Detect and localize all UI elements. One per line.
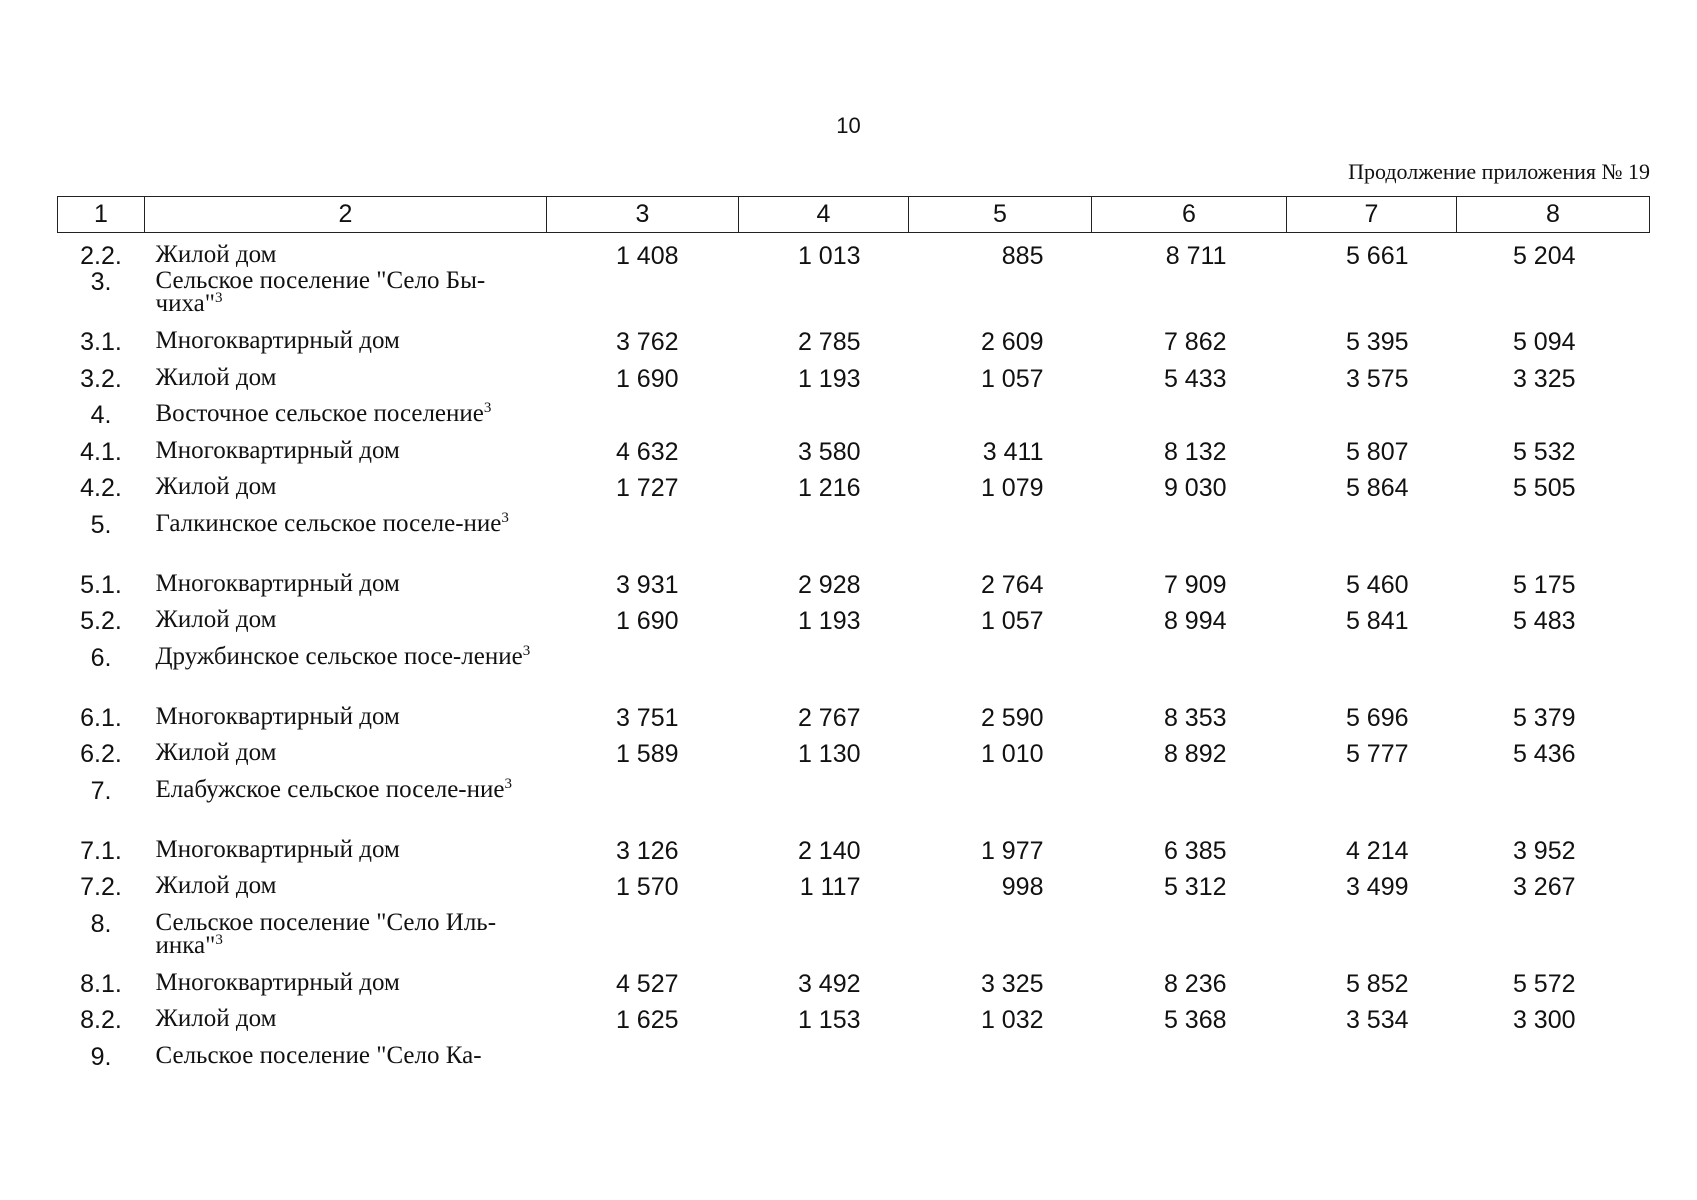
value-col-5	[909, 512, 1092, 572]
value-col-4: 2 928	[797, 570, 861, 599]
value-col-3: 1 408	[615, 242, 679, 270]
value-col-3	[547, 402, 739, 439]
value-col-6	[1092, 1044, 1287, 1081]
column-header-5: 5	[909, 197, 1092, 233]
table-row	[58, 645, 1650, 705]
row-name-cell	[145, 775, 547, 838]
value-col-3: 1 625	[615, 1006, 679, 1034]
value-col-4	[739, 1044, 909, 1081]
value-col-7: 5 807	[1345, 437, 1409, 466]
value-col-4: 1 153	[797, 1006, 861, 1034]
value-col-7: 5 841	[1345, 607, 1409, 635]
row-name: Жилой дом	[155, 739, 277, 766]
row-number: 6.1.	[80, 703, 122, 732]
value-col-3: 1 727	[615, 474, 679, 502]
row-name-cell	[145, 363, 547, 403]
row-number: 5.2.	[80, 607, 122, 635]
row-name: Сельское поселение "Село Иль-инка"	[155, 908, 497, 959]
row-name-cell	[145, 608, 547, 645]
table-row	[58, 512, 1650, 572]
value-col-6	[1092, 402, 1287, 439]
value-col-4: 2 785	[797, 328, 861, 356]
row-name: Жилой дом	[155, 872, 277, 899]
row-number: 4.	[90, 401, 112, 429]
value-col-6: 8 353	[1163, 703, 1227, 732]
value-col-8: 3 300	[1512, 1006, 1576, 1034]
table-header	[58, 197, 1650, 233]
row-name-cell	[145, 436, 547, 476]
value-col-8	[1457, 778, 1650, 838]
value-col-7: 5 864	[1345, 474, 1409, 502]
row-name: Многоквартирный дом	[155, 327, 400, 354]
table-row	[58, 705, 1650, 742]
row-name: Многоквартирный дом	[155, 702, 400, 730]
value-col-6: 9 030	[1163, 474, 1227, 502]
row-name-cell	[145, 269, 547, 329]
value-col-6	[1092, 911, 1287, 971]
row-name-cell	[145, 475, 547, 512]
value-col-6	[1092, 269, 1287, 329]
value-col-4	[739, 645, 909, 705]
value-col-4	[739, 402, 909, 439]
value-col-8: 5 175	[1512, 570, 1576, 599]
value-col-4	[739, 778, 909, 838]
table-row	[58, 874, 1650, 911]
value-col-8: 3 325	[1512, 364, 1576, 393]
value-col-6: 5 433	[1163, 364, 1227, 393]
row-name-cell	[145, 968, 547, 1008]
row-name-cell	[145, 509, 547, 572]
value-col-3	[547, 1044, 739, 1081]
column-header-7: 7	[1287, 197, 1457, 233]
row-name: Жилой дом	[155, 1005, 277, 1032]
header-row	[58, 197, 1650, 233]
column-header-6: 6	[1092, 197, 1287, 233]
row-number: 8.	[90, 909, 112, 938]
row-name-cell	[145, 1041, 547, 1081]
value-col-8: 3 952	[1512, 836, 1576, 865]
value-col-7: 5 661	[1345, 242, 1409, 270]
row-number: 7.	[90, 776, 112, 805]
row-number: 3.2.	[80, 364, 122, 393]
value-col-4: 3 492	[797, 969, 861, 998]
row-number: 6.	[90, 643, 112, 672]
row-name: Жилой дом	[155, 606, 277, 633]
column-header-1: 1	[58, 197, 145, 233]
value-col-3: 3 762	[615, 328, 679, 356]
value-col-3	[547, 269, 739, 329]
value-col-6: 8 236	[1163, 969, 1227, 998]
value-col-6: 8 132	[1163, 437, 1227, 466]
value-col-3: 3 751	[615, 703, 679, 732]
row-name-cell	[145, 874, 547, 911]
table-row	[58, 233, 1650, 270]
column-header-4: 4	[739, 197, 909, 233]
value-col-6	[1092, 778, 1287, 838]
table-row	[58, 911, 1650, 971]
value-col-6	[1092, 512, 1287, 572]
value-col-6: 6 385	[1163, 836, 1227, 865]
value-col-8: 3 267	[1512, 873, 1576, 901]
value-col-8	[1457, 269, 1650, 329]
row-name: Жилой дом	[155, 473, 277, 500]
value-col-3: 1 570	[615, 873, 679, 901]
value-col-5: 885	[1001, 242, 1044, 270]
footnote-marker: 3	[501, 509, 509, 526]
value-col-5	[909, 911, 1092, 971]
footnote-marker: 3	[215, 931, 223, 948]
value-col-8	[1457, 911, 1650, 971]
row-name-cell	[145, 835, 547, 875]
row-number: 2.2.	[80, 242, 122, 270]
value-col-5: 3 411	[982, 437, 1044, 466]
value-col-7	[1287, 778, 1457, 838]
table-row	[58, 572, 1650, 609]
value-col-6: 5 312	[1163, 873, 1227, 901]
row-name: Елабужское сельское поселе-ние	[155, 775, 505, 803]
row-name-cell	[145, 402, 547, 439]
value-col-7: 5 460	[1345, 570, 1409, 599]
row-number: 7.2.	[80, 873, 122, 901]
table-row	[58, 402, 1650, 439]
footnote-marker: 3	[504, 775, 512, 792]
value-col-5: 998	[1001, 873, 1044, 901]
row-number: 4.1.	[80, 437, 122, 466]
row-name-cell	[145, 908, 547, 971]
value-col-5: 1 032	[980, 1006, 1044, 1034]
value-col-5: 3 325	[980, 969, 1044, 998]
table-row	[58, 475, 1650, 512]
value-col-8: 5 572	[1512, 969, 1576, 998]
value-col-7: 5 777	[1345, 740, 1409, 768]
value-col-7	[1287, 1044, 1457, 1081]
column-header-2: 2	[145, 197, 547, 233]
value-col-6: 7 862	[1163, 328, 1227, 356]
value-col-8	[1457, 402, 1650, 439]
row-name-cell	[145, 233, 547, 270]
value-col-5	[909, 1044, 1092, 1081]
table-row	[58, 778, 1650, 838]
value-col-4: 3 580	[797, 437, 861, 466]
value-col-5	[909, 778, 1092, 838]
value-col-8	[1457, 645, 1650, 705]
value-col-5: 2 609	[980, 328, 1044, 356]
row-number: 6.2.	[80, 740, 122, 768]
value-col-6: 7 909	[1163, 570, 1227, 599]
value-col-5	[909, 645, 1092, 705]
value-col-5: 1 057	[980, 607, 1044, 635]
row-name: Сельское поселение "Село Ка-	[155, 1041, 482, 1069]
value-col-4: 2 767	[797, 703, 861, 732]
row-number: 3.	[90, 268, 112, 296]
value-col-5: 1 079	[980, 474, 1044, 502]
value-col-8: 5 436	[1512, 740, 1576, 768]
value-col-8: 5 505	[1512, 474, 1576, 502]
table-row	[58, 608, 1650, 645]
page-number: 10	[836, 113, 861, 138]
value-col-8: 5 379	[1512, 703, 1576, 732]
table-body	[58, 233, 1650, 1081]
value-col-4: 1 193	[797, 607, 861, 635]
value-col-3	[547, 911, 739, 971]
value-col-7	[1287, 512, 1457, 572]
value-col-4	[739, 269, 909, 329]
value-col-3	[547, 645, 739, 705]
value-col-3: 1 690	[615, 607, 679, 635]
value-col-7: 5 696	[1345, 703, 1409, 732]
table-row	[58, 269, 1650, 329]
value-col-4	[739, 512, 909, 572]
table-row	[58, 838, 1650, 875]
row-name-cell	[145, 741, 547, 778]
row-name: Дружбинское сельское посе-ление	[155, 642, 523, 670]
value-col-3: 3 931	[615, 570, 679, 599]
row-name-cell	[145, 702, 547, 742]
value-col-5: 1 977	[980, 836, 1044, 865]
row-name: Многоквартирный дом	[155, 968, 400, 996]
value-col-4: 1 216	[797, 474, 861, 502]
value-col-3	[547, 778, 739, 838]
row-name: Многоквартирный дом	[155, 835, 400, 863]
row-number: 4.2.	[80, 474, 122, 502]
row-name: Многоквартирный дом	[155, 569, 400, 597]
table-row	[58, 1007, 1650, 1044]
value-col-7	[1287, 269, 1457, 329]
value-col-4: 1 117	[799, 873, 861, 901]
value-col-8: 5 204	[1512, 242, 1576, 270]
value-col-7: 3 499	[1345, 873, 1409, 901]
row-name: Жилой дом	[155, 363, 277, 391]
row-name-cell	[145, 329, 547, 366]
value-col-4: 1 193	[797, 364, 861, 393]
table-row	[58, 971, 1650, 1008]
value-col-6: 8 711	[1165, 242, 1227, 270]
value-col-7: 5 395	[1345, 328, 1409, 356]
value-col-7	[1287, 911, 1457, 971]
value-col-8: 5 483	[1512, 607, 1576, 635]
value-col-7: 4 214	[1345, 836, 1409, 865]
value-col-5: 1 010	[980, 740, 1044, 768]
column-header-8: 8	[1457, 197, 1650, 233]
value-col-3: 4 527	[615, 969, 679, 998]
row-name: Галкинское сельское поселе-ние	[155, 509, 502, 537]
row-name: Сельское поселение "Село Бы-чиха"	[155, 267, 486, 317]
footnote-marker: 3	[483, 400, 492, 416]
row-number: 7.1.	[80, 836, 122, 865]
value-col-3: 1 690	[615, 364, 679, 393]
value-col-5	[909, 402, 1092, 439]
value-col-6	[1092, 645, 1287, 705]
value-col-7: 3 534	[1345, 1006, 1409, 1034]
value-col-5: 1 057	[980, 364, 1044, 393]
value-col-7	[1287, 645, 1457, 705]
footnote-marker: 3	[214, 290, 223, 306]
table-row	[58, 1044, 1650, 1081]
table-row	[58, 439, 1650, 476]
row-number: 8.2.	[80, 1006, 122, 1034]
value-col-4: 1 130	[797, 740, 861, 768]
value-col-7: 5 852	[1345, 969, 1409, 998]
appendix-note: Продолжение приложения № 19	[1348, 159, 1650, 184]
value-col-6: 8 994	[1163, 607, 1227, 635]
value-col-3: 3 126	[615, 836, 679, 865]
value-col-7: 3 575	[1345, 364, 1409, 393]
row-name-cell	[145, 569, 547, 609]
row-number: 5.	[90, 510, 112, 539]
data-table	[57, 196, 1650, 1080]
value-col-4	[739, 911, 909, 971]
value-col-5: 2 764	[980, 570, 1044, 599]
value-col-8: 5 094	[1512, 328, 1576, 356]
value-col-8	[1457, 512, 1650, 572]
table-row	[58, 329, 1650, 366]
value-col-8: 5 532	[1512, 437, 1576, 466]
row-name: Жилой дом	[155, 241, 277, 268]
value-col-7	[1287, 402, 1457, 439]
row-number: 8.1.	[80, 969, 122, 998]
footnote-marker: 3	[522, 642, 531, 659]
table-row	[58, 366, 1650, 403]
value-col-3: 4 632	[615, 437, 679, 466]
table-row	[58, 741, 1650, 778]
row-number: 3.1.	[80, 328, 122, 356]
row-number: 9.	[90, 1042, 112, 1071]
value-col-3	[547, 512, 739, 572]
value-col-4: 2 140	[797, 836, 861, 865]
column-header-3: 3	[547, 197, 739, 233]
value-col-5	[909, 269, 1092, 329]
value-col-5: 2 590	[980, 703, 1044, 732]
value-col-6: 8 892	[1163, 740, 1227, 768]
row-name: Многоквартирный дом	[155, 436, 400, 464]
row-name: Восточное сельское поселение	[155, 400, 484, 427]
value-col-3: 1 589	[615, 740, 679, 768]
value-col-8	[1457, 1044, 1650, 1081]
value-col-6: 5 368	[1163, 1006, 1227, 1034]
row-name-cell	[145, 1007, 547, 1044]
value-col-4: 1 013	[797, 242, 861, 270]
row-number: 5.1.	[80, 570, 122, 599]
row-name-cell	[145, 642, 547, 705]
